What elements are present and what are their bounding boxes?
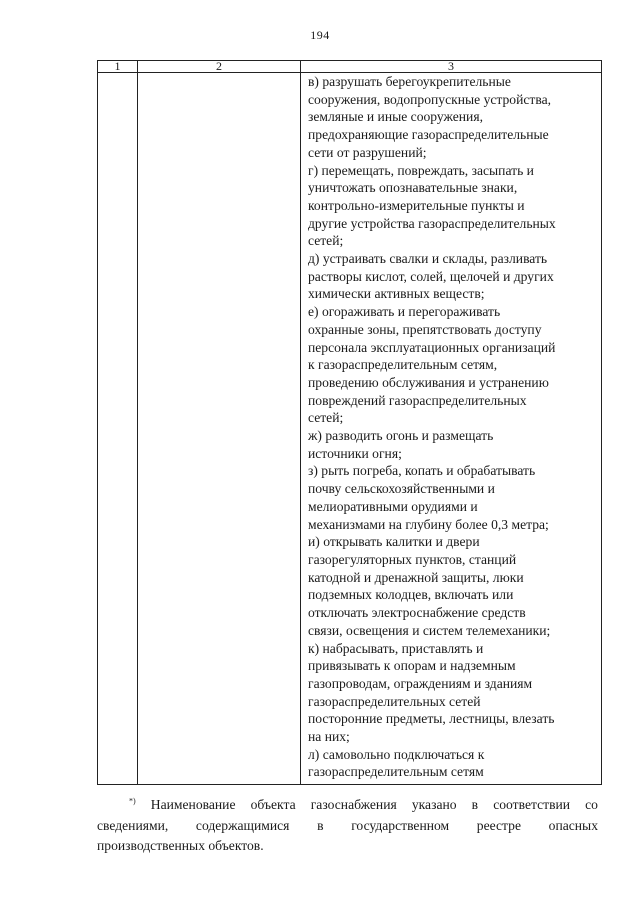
text-line: источники огня; xyxy=(308,445,402,461)
text-line: почву сельскохозяйственными и xyxy=(308,481,495,497)
text-line: связи, освещения и систем телемеханики; xyxy=(308,622,551,638)
text-line: л) самовольно подключаться к xyxy=(308,746,485,762)
text-line: ж) разводить огонь и размещать xyxy=(308,428,494,444)
text-line: газорегуляторных пунктов, станций xyxy=(308,551,517,567)
text-line: растворы кислот, солей, щелочей и других xyxy=(308,268,554,284)
text-line: е) огораживать и перегораживать xyxy=(308,304,501,320)
text-line: механизмами на глубину более 0,3 метра; xyxy=(308,516,549,532)
text-line: химически активных веществ; xyxy=(308,286,485,302)
header-cell-3: 3 xyxy=(301,61,602,73)
text-line: г) перемещать, повреждать, засыпать и xyxy=(308,162,534,178)
text-line: привязывать к опорам и надземным xyxy=(308,658,516,674)
text-line: газораспределительным сетям xyxy=(308,764,484,780)
table-header-row xyxy=(98,61,602,73)
text-line: проведению обслуживания и устранению xyxy=(308,374,549,390)
footnote-line-2: сведениями, содержащимися в государственном реестре опасных xyxy=(97,817,598,833)
text-line: другие устройства газораспределительных xyxy=(308,215,556,231)
cell-col-3 xyxy=(301,73,602,785)
text-line: сети от разрушений; xyxy=(308,144,427,160)
footnote xyxy=(97,795,598,857)
footnote-line-1 xyxy=(97,795,598,816)
text-line: з) рыть погреба, копать и обрабатывать xyxy=(308,463,536,479)
text-line: уничтожать опознавательные знаки, xyxy=(308,180,518,196)
table-body-row xyxy=(98,73,602,785)
cell-col-2 xyxy=(138,73,301,785)
text-line: к газораспределительным сетям, xyxy=(308,357,498,373)
prohibitions-text xyxy=(301,73,601,781)
text-line: в) разрушать берегоукрепительные xyxy=(308,74,511,89)
text-line: газопроводам, ограждениям и зданиям xyxy=(308,675,533,691)
cell-col-1 xyxy=(98,73,138,785)
text-line: газораспределительных сетей xyxy=(308,693,481,709)
text-line: подземных колодцев, включать или xyxy=(308,587,514,603)
text-line: посторонние предметы, лестницы, влезать xyxy=(308,711,555,727)
text-line: повреждений газораспределительных xyxy=(308,392,527,408)
text-line: сооружения, водопропускные устройства, xyxy=(308,91,552,107)
text-line: земляные и иные сооружения, xyxy=(308,109,483,125)
footnote-line-1-text: Наименование объекта газоснабжения указано в соответствии со xyxy=(150,797,598,812)
page-number: 194 xyxy=(310,28,330,42)
requirements-table xyxy=(97,60,602,785)
footnote-line-3: производственных объектов. xyxy=(97,838,264,853)
text-line: и) открывать калитки и двери xyxy=(308,534,480,550)
text-line: д) устраивать свалки и склады, разливать xyxy=(308,251,548,267)
text-line: к) набрасывать, приставлять и xyxy=(308,640,484,656)
text-line: охранные зоны, препятствовать доступу xyxy=(308,321,542,337)
text-line: на них; xyxy=(308,729,350,745)
text-line: катодной и дренажной защиты, люки xyxy=(308,569,524,585)
header-cell-2: 2 xyxy=(138,61,301,73)
text-line: контрольно-измерительные пункты и xyxy=(308,197,525,213)
footnote-marker: *) xyxy=(129,796,136,806)
text-line: сетей; xyxy=(308,410,344,426)
text-line: отключать электроснабжение средств xyxy=(308,605,526,621)
text-line: сетей; xyxy=(308,233,344,249)
text-line: мелиоративными орудиями и xyxy=(308,498,478,514)
text-line: персонала эксплуатационных организаций xyxy=(308,339,556,355)
text-line: предохраняющие газораспределительные xyxy=(308,127,549,143)
header-cell-1: 1 xyxy=(98,61,138,73)
